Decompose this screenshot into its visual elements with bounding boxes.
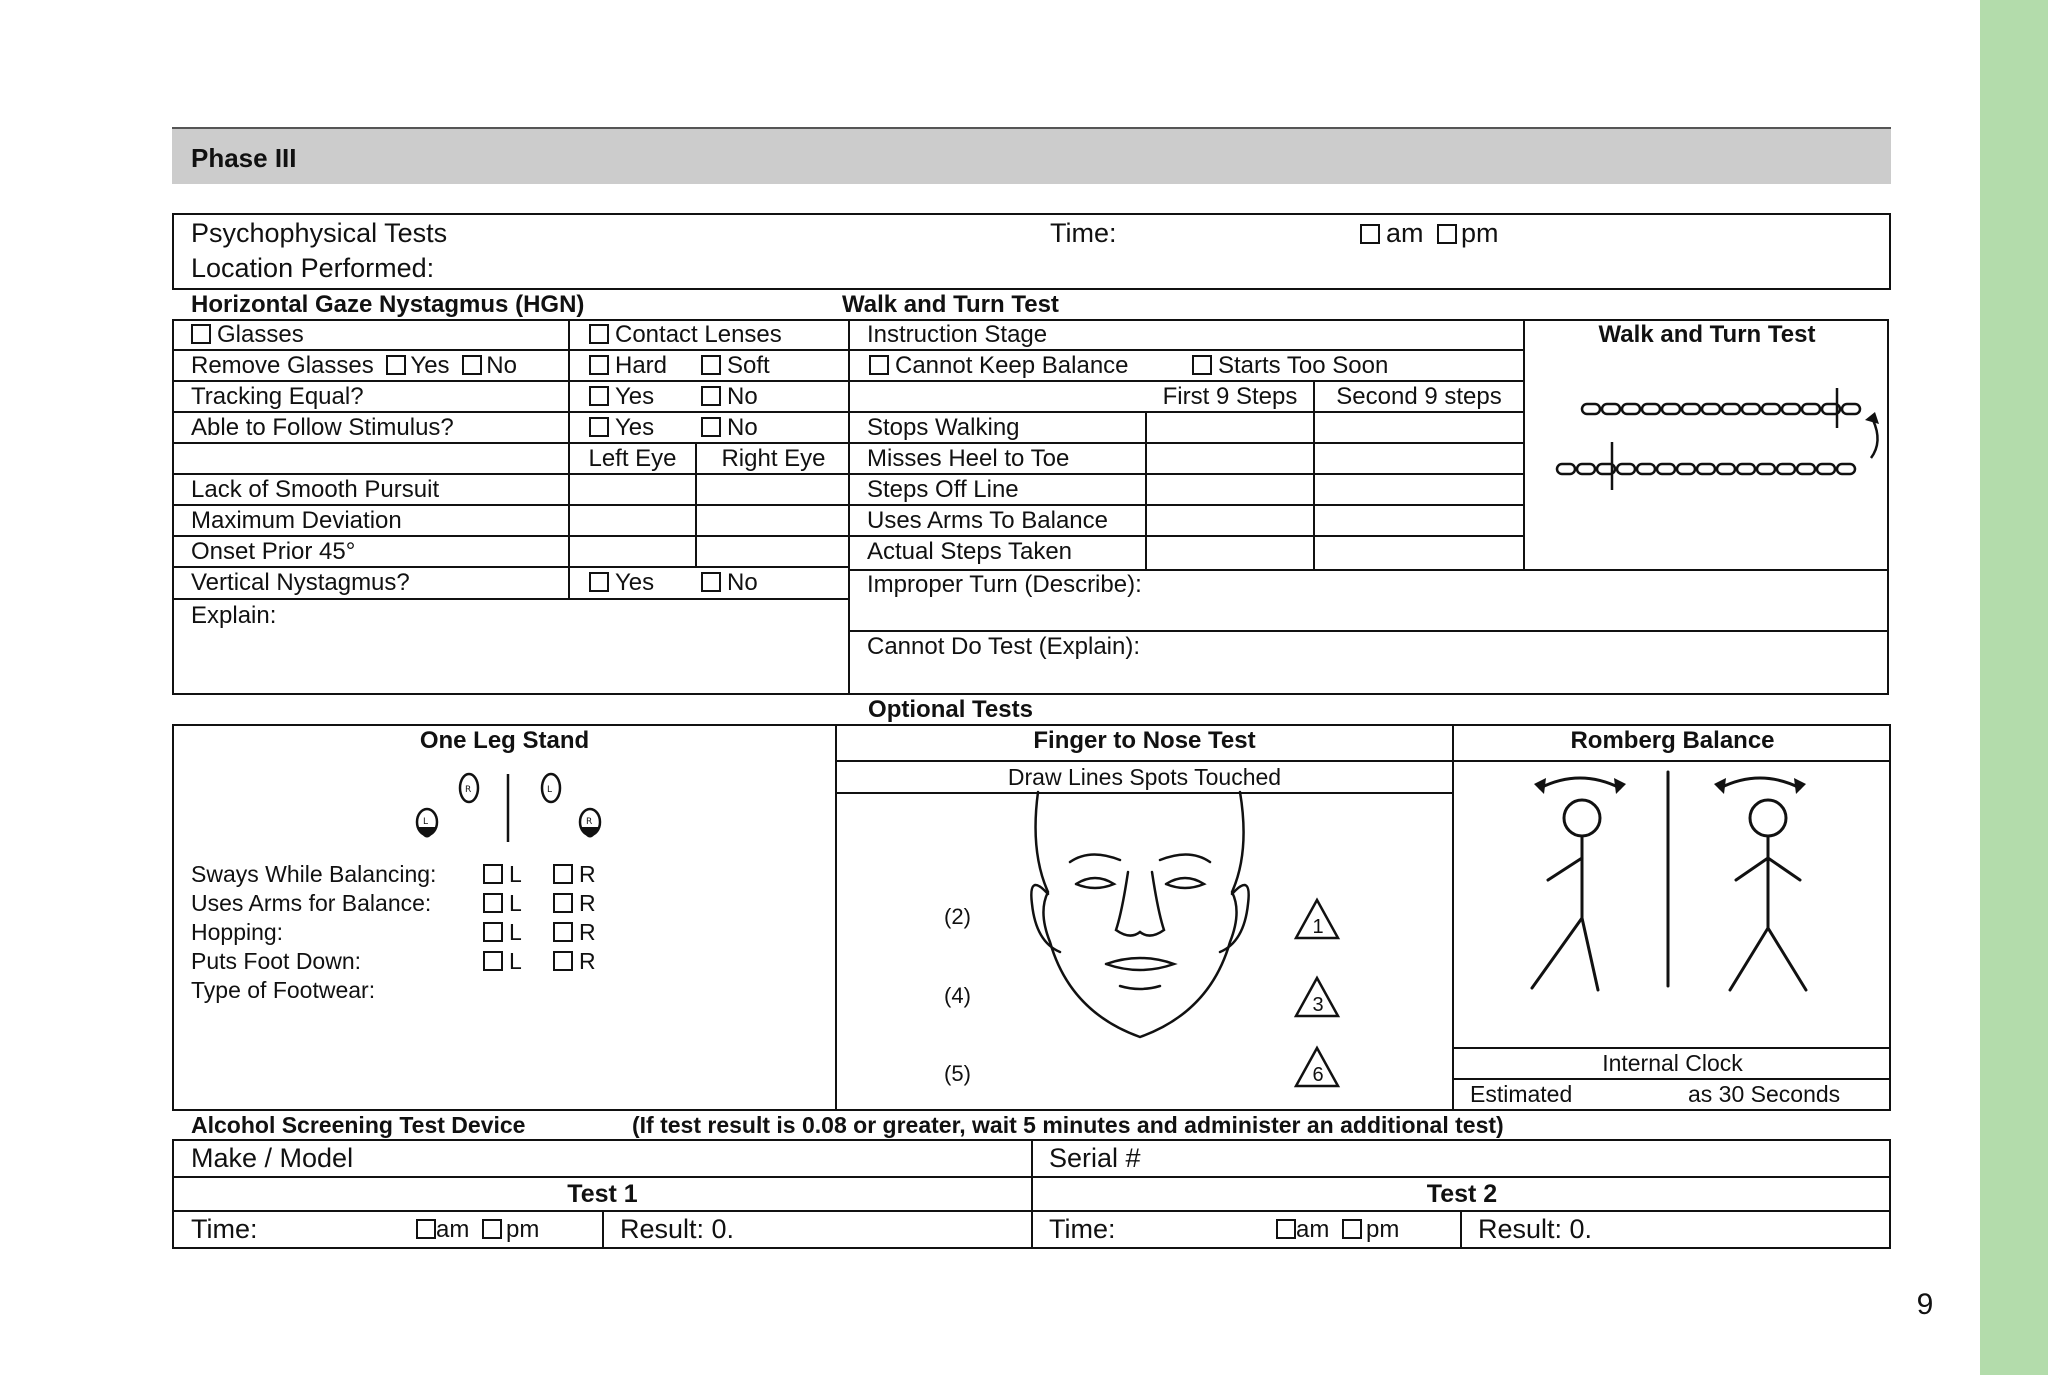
hgn-title: Horizontal Gaze Nystagmus (HGN) <box>191 291 585 318</box>
contact-lenses-checkbox[interactable] <box>589 324 609 344</box>
glasses-option: Glasses <box>191 323 304 347</box>
marker-triangle-right: 3 <box>1312 994 1324 1016</box>
walk-turn-row-label: Actual Steps Taken <box>867 538 1073 565</box>
footwear-label: Type of Footwear: <box>191 977 376 1003</box>
test-2-am-checkbox[interactable] <box>1276 1219 1296 1239</box>
remove-glasses-yes-checkbox[interactable] <box>386 355 406 375</box>
remove-glasses-no-checkbox[interactable] <box>462 355 482 375</box>
one-leg-stand-feet-diagram <box>405 770 605 850</box>
follow-yes-checkbox[interactable] <box>589 417 609 437</box>
sways-right-checkbox[interactable] <box>553 864 573 884</box>
am-checkbox[interactable] <box>1360 224 1380 244</box>
walk-turn-diagram-title: Walk and Turn Test <box>1598 321 1816 348</box>
glasses-checkbox[interactable] <box>191 324 211 344</box>
second-9-steps-header: Second 9 steps <box>1336 383 1502 410</box>
serial-label: Serial # <box>1049 1143 1141 1173</box>
tracking-yes-option: Yes <box>589 385 654 409</box>
contact-lenses-option: Contact Lenses <box>589 323 782 347</box>
able-to-follow-label: Able to Follow Stimulus? <box>191 414 454 441</box>
svg-text:R: R <box>586 817 593 827</box>
sways-left-option: L <box>483 863 522 886</box>
test-1-pm-checkbox[interactable] <box>482 1219 502 1239</box>
arms-left-option: L <box>483 892 522 915</box>
foot-down-right-checkbox[interactable] <box>553 951 573 971</box>
test-2-result-label: Result: 0. <box>1478 1214 1593 1244</box>
phase-header <box>172 127 1891 184</box>
estimated-label: Estimated <box>1470 1081 1573 1107</box>
pm-checkbox[interactable] <box>1437 224 1457 244</box>
follow-no-checkbox[interactable] <box>701 417 721 437</box>
test-1-header: Test 1 <box>567 1180 638 1208</box>
sways-left-checkbox[interactable] <box>483 864 503 884</box>
cannot-do-test-label: Cannot Do Test (Explain): <box>867 633 1141 660</box>
svg-text:R: R <box>465 785 472 795</box>
finger-nose-title: Finger to Nose Test <box>1033 727 1256 754</box>
tracking-no-checkbox[interactable] <box>701 386 721 406</box>
test-2-header: Test 2 <box>1426 1180 1498 1208</box>
internal-clock-label: Internal Clock <box>1602 1050 1743 1076</box>
romberg-title: Romberg Balance <box>1570 727 1775 754</box>
test-2-time-label: Time: <box>1049 1214 1116 1244</box>
phase-title: Phase III <box>191 143 297 173</box>
explain-label: Explain: <box>191 602 277 629</box>
ols-row-label: Sways While Balancing: <box>191 861 437 887</box>
alcohol-screening-title: Alcohol Screening Test Device <box>191 1112 526 1138</box>
hgn-row-label: Lack of Smooth Pursuit <box>191 476 440 503</box>
test-1-am-checkbox[interactable] <box>416 1219 436 1239</box>
tracking-equal-label: Tracking Equal? <box>191 383 364 410</box>
left-eye-header: Left Eye <box>588 445 677 472</box>
follow-no-option: No <box>701 416 758 440</box>
alcohol-screening-note: (If test result is 0.08 or greater, wait 5 minutes and administer an additional test) <box>632 1112 1504 1138</box>
walk-turn-row-label: Misses Heel to Toe <box>867 445 1070 472</box>
side-accent-bar <box>1980 0 2048 1375</box>
instruction-stage-label: Instruction Stage <box>867 321 1048 348</box>
test-2-am-pm: am pm <box>1276 1218 1399 1242</box>
vertical-no-checkbox[interactable] <box>701 572 721 592</box>
svg-text:L: L <box>423 817 429 827</box>
hopping-right-option: R <box>553 921 596 944</box>
hopping-right-checkbox[interactable] <box>553 922 573 942</box>
walk-turn-row-label: Steps Off Line <box>867 476 1019 503</box>
make-model-label: Make / Model <box>191 1143 354 1173</box>
vertical-no-option: No <box>701 571 758 595</box>
hard-lens-checkbox[interactable] <box>589 355 609 375</box>
test-1-am-pm: am pm <box>416 1218 539 1242</box>
marker-triangle-right: 1 <box>1312 916 1324 938</box>
vertical-nystagmus-label: Vertical Nystagmus? <box>191 569 410 596</box>
test-2-pm-checkbox[interactable] <box>1342 1219 1362 1239</box>
svg-text:L: L <box>547 785 553 795</box>
cannot-keep-balance-checkbox[interactable] <box>869 355 889 375</box>
romberg-stick-figures-diagram <box>1480 768 1880 1008</box>
starts-too-soon-option: Starts Too Soon <box>1192 354 1388 378</box>
right-eye-header: Right Eye <box>721 445 826 472</box>
walk-turn-row-label: Uses Arms To Balance <box>867 507 1108 534</box>
marker-circle-left: (5) <box>944 1061 971 1086</box>
arms-right-option: R <box>553 892 596 915</box>
soft-lens-option: Soft <box>701 354 770 378</box>
arms-left-checkbox[interactable] <box>483 893 503 913</box>
test-1-time-label: Time: <box>191 1214 258 1244</box>
psychophysical-tests-label: Psychophysical Tests <box>191 218 448 248</box>
starts-too-soon-checkbox[interactable] <box>1192 355 1212 375</box>
marker-circle-left: (4) <box>944 983 971 1008</box>
optional-tests-title: Optional Tests <box>868 696 1033 723</box>
foot-down-right-option: R <box>553 950 596 973</box>
sways-right-option: R <box>553 863 596 886</box>
face-diagram <box>1010 792 1290 1052</box>
soft-lens-checkbox[interactable] <box>701 355 721 375</box>
follow-yes-option: Yes <box>589 416 654 440</box>
header-am-pm: am pm <box>1360 220 1499 247</box>
foot-down-left-option: L <box>483 950 522 973</box>
location-performed-label: Location Performed: <box>191 253 435 283</box>
first-9-steps-header: First 9 Steps <box>1162 383 1298 410</box>
one-leg-stand-title: One Leg Stand <box>419 727 590 754</box>
as-30-seconds-label: as 30 Seconds <box>1688 1081 1841 1107</box>
ols-row-label: Hopping: <box>191 919 284 945</box>
cannot-keep-balance-option: Cannot Keep Balance <box>869 354 1129 378</box>
walk-turn-footsteps-diagram <box>1545 380 1885 500</box>
hard-lens-option: Hard <box>589 354 667 378</box>
improper-turn-label: Improper Turn (Describe): <box>867 571 1142 598</box>
tracking-no-option: No <box>701 385 758 409</box>
remove-glasses-row: Remove Glasses Yes No <box>191 352 517 379</box>
ols-row-label: Uses Arms for Balance: <box>191 890 432 916</box>
page-number: 9 <box>1916 1288 1934 1321</box>
hopping-left-option: L <box>483 921 522 944</box>
marker-circle-left: (2) <box>944 904 971 929</box>
hgn-row-label: Maximum Deviation <box>191 507 402 534</box>
foot-down-left-checkbox[interactable] <box>483 951 503 971</box>
ols-row-label: Puts Foot Down: <box>191 948 362 974</box>
walk-turn-row-label: Stops Walking <box>867 414 1020 441</box>
header-time-label: Time: <box>1050 218 1117 248</box>
hopping-left-checkbox[interactable] <box>483 922 503 942</box>
arms-right-checkbox[interactable] <box>553 893 573 913</box>
finger-nose-subtitle: Draw Lines Spots Touched <box>1007 764 1282 790</box>
walk-turn-title: Walk and Turn Test <box>842 291 1059 318</box>
vertical-yes-option: Yes <box>589 571 654 595</box>
tracking-yes-checkbox[interactable] <box>589 386 609 406</box>
hgn-row-label: Onset Prior 45° <box>191 538 356 565</box>
vertical-yes-checkbox[interactable] <box>589 572 609 592</box>
test-1-result-label: Result: 0. <box>620 1214 735 1244</box>
marker-triangle-right: 6 <box>1312 1064 1324 1086</box>
